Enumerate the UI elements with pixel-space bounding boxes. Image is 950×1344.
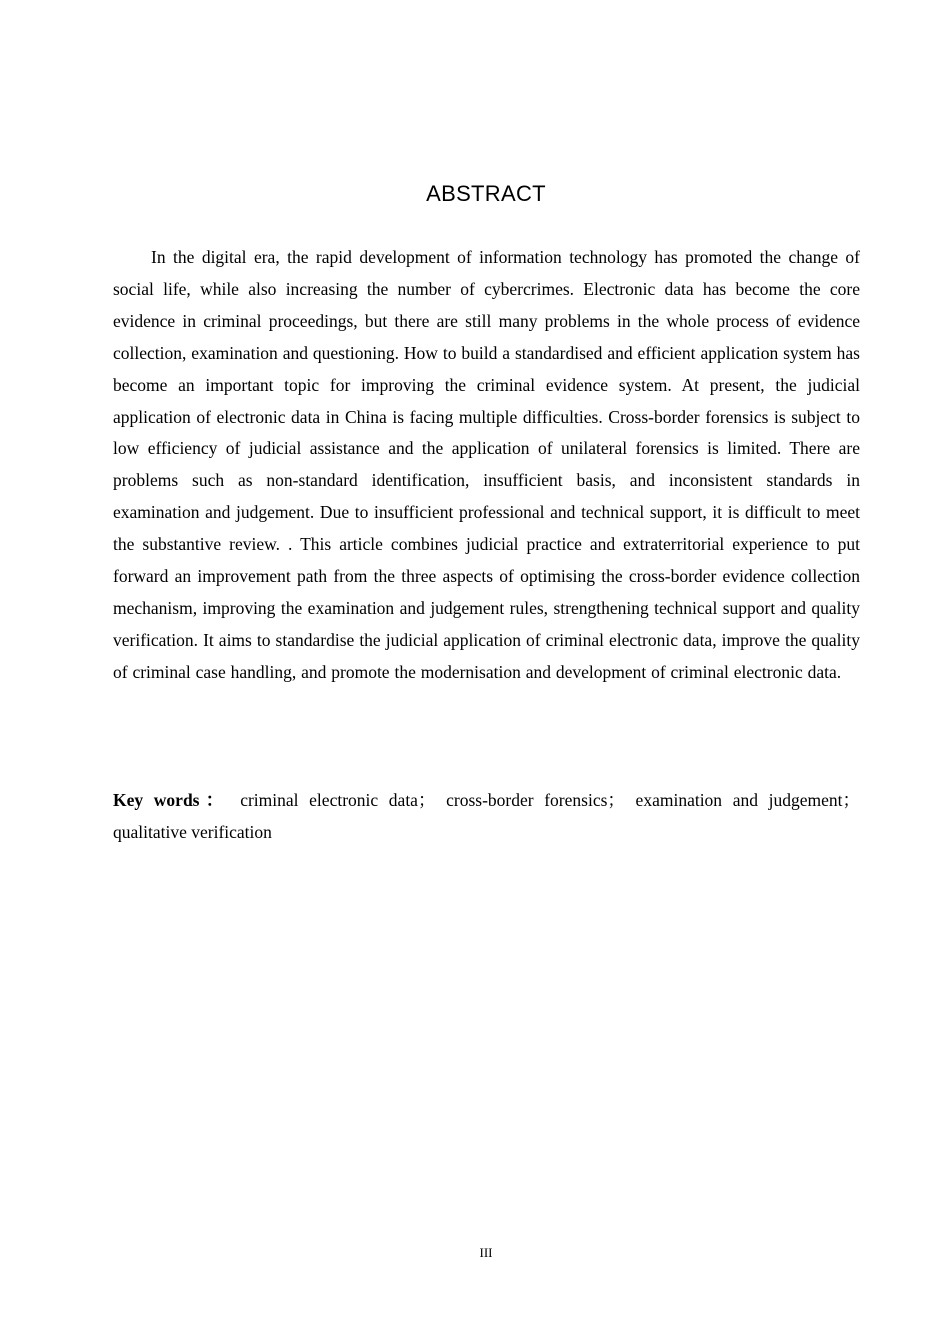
keywords-label: Key words： <box>113 790 230 810</box>
page-number: III <box>479 1245 493 1260</box>
keywords-text: criminal electronic data； cross-border forensics； examination and judgement；qualitative verification <box>113 790 861 842</box>
keywords-paragraph <box>113 785 860 849</box>
abstract-body-paragraph: In the digital era, the rapid development of information technology has promoted the change of social life, while also increasing the number of cybercrimes. Electronic data has become the core evidence in criminal proceedings, but there are still many problems in the whole process of evidence collection, examination and questioning. How to build a standardised and efficient application system has become an important topic for improving the criminal evidence system. At present, the judicial application of electronic data in China is facing multiple difficulties. Cross-border forensics is subject to low efficiency of judicial assistance and the application of unilateral forensics is limited. There are problems such as non-standard identification, insufficient basis, and inconsistent standards in examination and judgement. Due to insufficient professional and technical support, it is difficult to meet the substantive review. . This article combines judicial practice and extraterritorial experience to put forward an improvement path from the three aspects of optimising the cross-border evidence collection mechanism, improving the examination and judgement rules, strengthening technical support and quality verification. It aims to standardise the judicial application of criminal electronic data, improve the quality of criminal case handling, and promote the modernisation and development of criminal electronic data. <box>113 247 860 682</box>
abstract-title: ABSTRACT <box>426 181 546 206</box>
